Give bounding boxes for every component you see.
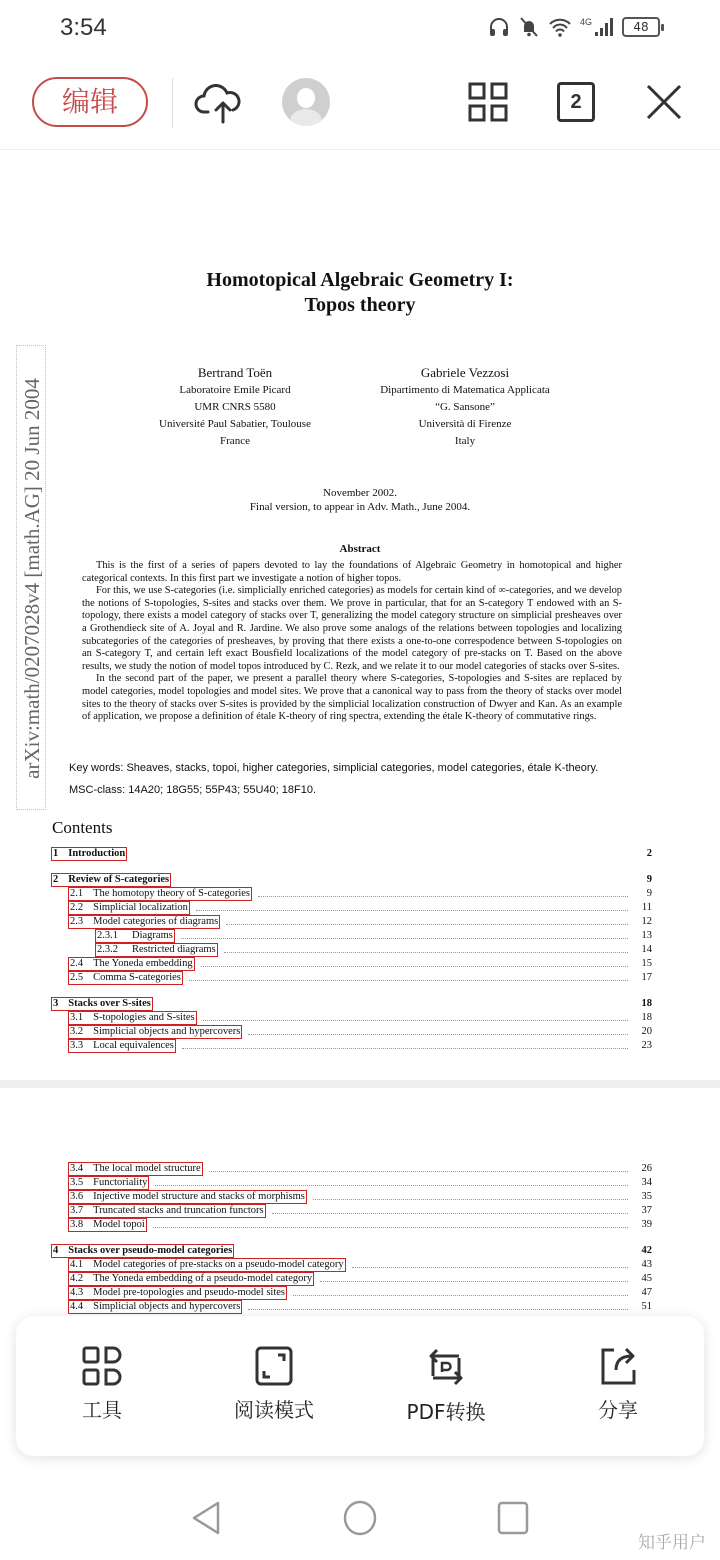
toc-page-number: 2: [646, 848, 652, 859]
home-icon: [343, 1500, 377, 1536]
recents-button[interactable]: [497, 1500, 529, 1540]
toc-link[interactable]: [68, 1258, 346, 1272]
toc-link[interactable]: [51, 873, 171, 887]
recents-icon: [497, 1500, 529, 1536]
signal-strength-icon: [594, 17, 614, 37]
affiliation-line: Italy: [454, 435, 476, 447]
reading-mode-icon: [254, 1346, 294, 1386]
pdf-convert-button[interactable]: [386, 1346, 506, 1425]
toc-link[interactable]: [68, 1176, 149, 1190]
toc-link[interactable]: [68, 957, 195, 971]
paper-title: [0, 268, 720, 318]
toc-number: 2.3.2: [97, 944, 118, 955]
toc-link[interactable]: [95, 943, 218, 957]
toc-title: Model pre-topologies and pseudo-model sites: [93, 1287, 286, 1298]
toc-number: 4.1: [70, 1259, 84, 1270]
date: November 2002.: [323, 487, 397, 499]
toc-number: 2.2: [70, 902, 84, 913]
final-version-note: Final version, to appear in Adv. Math., June 2004.: [249, 501, 471, 513]
toc-link[interactable]: [68, 1300, 242, 1314]
status-bar: [0, 0, 720, 56]
affiliation-line: “G. Sansone”: [435, 401, 495, 413]
toc-title: Truncated stacks and truncation functors: [93, 1205, 264, 1216]
toc-title: The homotopy theory of S-categories: [93, 888, 250, 899]
toc-link[interactable]: [68, 1011, 197, 1025]
toc-page-number: 34: [641, 1177, 652, 1188]
toc-number: 4.4: [70, 1301, 84, 1312]
page-separator: [0, 1080, 720, 1088]
affiliation-line: Università di Firenze: [418, 418, 512, 430]
toc-link[interactable]: [95, 929, 175, 943]
toc-link[interactable]: [68, 1025, 242, 1039]
toc-number: 3.2: [70, 1026, 84, 1037]
toc-page-number: 23: [641, 1040, 652, 1051]
toc-leader-dots: [153, 1218, 628, 1228]
toc-leader-dots: [182, 1039, 628, 1049]
watermark: 知乎用户: [638, 1533, 706, 1553]
system-nav-bar: [0, 1470, 720, 1560]
toc-number: 3.5: [70, 1177, 84, 1188]
toc-row: [0, 1025, 720, 1039]
edit-button[interactable]: 编辑: [32, 77, 148, 127]
toc-number: 4.3: [70, 1287, 84, 1298]
pdf-convert-icon: [425, 1346, 467, 1388]
back-icon: [190, 1500, 222, 1536]
toc-title: Local equivalences: [93, 1040, 174, 1051]
toc-number: 3.6: [70, 1191, 84, 1202]
toc-page-number: 47: [641, 1287, 652, 1298]
toc-title: S-topologies and S-sites: [93, 1012, 195, 1023]
grid-icon: [468, 82, 508, 122]
toc-title: The Yoneda embedding: [93, 958, 193, 969]
toc-leader-dots: [155, 1176, 628, 1186]
action-sheet: [16, 1316, 704, 1456]
toc-page-number: 13: [641, 930, 652, 941]
toc-title: Simplicial objects and hypercovers: [93, 1026, 241, 1037]
toc-number: 3.4: [70, 1163, 84, 1174]
toc-leader-dots: [248, 1300, 628, 1310]
home-button[interactable]: [343, 1500, 377, 1540]
close-icon: [644, 82, 684, 122]
abstract-paragraph: For this, we use S-categories (i.e. simplicially enriched categories) as models for certain kind of ∞-categories, and we develop the notions of S-topologies, S-sites and stacks over them. We prove in particular, that for an S-category T endowed with an S-topology, there exists a model category of stacks over T, generalizing the model category structure on simplicial presheaves over a Grothendieck site of A. Joyal and R. Jardine. We also prove some analogs of the relations between topologies and localizing subcategories of the categories of presheaves, by proving that there exists a one-to-one correspodence between S-topologies on an S-category T, and certain left exact Bousfield localizations of the model category of pre-stacks on T. Based on the above results, we study the notion of model topos introduced by C. Rezk, and we relate it to our model categories of stacks over S-sites.: [82, 585, 622, 672]
keywords: Key words: Sheaves, stacks, topoi, higher categories, simplicial categories, model categories, étale K-theory.: [69, 762, 599, 774]
cloud-upload-button[interactable]: [194, 80, 242, 124]
toc-title: Restricted diagrams: [132, 944, 216, 955]
toc-row: [0, 1258, 720, 1272]
author-name: Gabriele Vezzosi: [420, 365, 510, 380]
toc-page-number: 15: [641, 958, 652, 969]
toc-page-number: 9: [646, 888, 652, 899]
tools-label: 工具: [82, 1398, 122, 1422]
toc-row: [0, 1204, 720, 1218]
mute-bell-icon: [518, 16, 540, 38]
share-button[interactable]: [558, 1346, 678, 1423]
author-2: [360, 363, 570, 450]
toc-link[interactable]: [68, 1162, 203, 1176]
title-line-2: Topos theory: [304, 294, 416, 316]
toc-title: The local model structure: [93, 1163, 201, 1174]
toc-row: [0, 1162, 720, 1176]
toc-title: Model topoi: [93, 1219, 145, 1230]
toc-page-number: 11: [641, 902, 652, 913]
authors-block: [150, 363, 570, 450]
toc-row: [0, 929, 720, 943]
author-name: Bertrand Toën: [197, 365, 273, 380]
toc-leader-dots: [209, 1162, 628, 1172]
toc-leader-dots: [248, 1025, 628, 1035]
toc-row: [0, 957, 720, 971]
page-count-button[interactable]: 2: [557, 82, 595, 122]
toc-page-number: 9: [646, 874, 652, 885]
abstract-heading: Abstract: [339, 543, 381, 555]
toc-page-number: 17: [641, 972, 652, 983]
toc-row: [0, 971, 720, 985]
toc-title: Diagrams: [132, 930, 173, 941]
toc-number: 2: [53, 874, 59, 885]
tools-button[interactable]: [42, 1346, 162, 1423]
toc-row: [0, 847, 720, 861]
toc-leader-dots: [352, 1258, 628, 1268]
toc-title: Comma S-categories: [93, 972, 181, 983]
cloud-upload-icon: [194, 80, 242, 124]
abstract-paragraph: This is the first of a series of papers devoted to lay the foundations of Algebraic Geometry in homotopical and higher categorical contexts. In this first part we investigate a notion of higher topos.: [82, 560, 622, 584]
toc-leader-dots: [313, 1190, 628, 1200]
pdf-convert-label: PDF转换: [406, 1400, 486, 1424]
toc-link[interactable]: [51, 1244, 234, 1258]
affiliation-line: Dipartimento di Matematica Applicata: [380, 384, 550, 396]
reading-mode-button[interactable]: [214, 1346, 334, 1423]
toc-title: Review of S-categories: [68, 874, 170, 885]
status-time: 3:54: [60, 14, 107, 41]
title-line-1: Homotopical Algebraic Geometry I:: [206, 269, 514, 291]
toc-page-number: 18: [641, 1012, 652, 1023]
toc-number: 3.1: [70, 1012, 84, 1023]
toc-leader-dots: [203, 1011, 628, 1021]
toc-number: 2.5: [70, 972, 84, 983]
toc-link[interactable]: [68, 887, 252, 901]
toc-page-number: 20: [641, 1026, 652, 1037]
toc-row: [0, 1190, 720, 1204]
toc-title: Simplicial objects and hypercovers: [93, 1301, 241, 1312]
toc-link[interactable]: [68, 1272, 314, 1286]
toc-row: [0, 1300, 720, 1314]
toc-row: [0, 901, 720, 915]
toc-leader-dots: [293, 1286, 628, 1296]
toc-link[interactable]: [68, 901, 190, 915]
toc-row: [0, 1272, 720, 1286]
toc-leader-dots: [258, 887, 628, 897]
toolbar-divider: [172, 78, 173, 128]
avatar-head: [297, 88, 315, 108]
toc-page-number: 26: [641, 1163, 652, 1174]
toc-row: [0, 1286, 720, 1300]
affiliation-line: Laboratoire Emile Picard: [179, 384, 291, 396]
battery-indicator: 48: [622, 17, 660, 37]
toc-link[interactable]: [68, 1039, 176, 1053]
toc-title: Stacks over pseudo-model categories: [68, 1245, 233, 1256]
toc-number: 4: [53, 1245, 59, 1256]
affiliation-line: Université Paul Sabatier, Toulouse: [159, 418, 311, 430]
toc-page-number: 43: [641, 1259, 652, 1270]
toc-link[interactable]: [68, 1190, 307, 1204]
toc-page-number: 39: [641, 1219, 652, 1230]
toc-leader-dots: [181, 929, 628, 939]
toc-title: Stacks over S-sites: [68, 998, 151, 1009]
toc-link[interactable]: [68, 915, 220, 929]
toc-number: 2.3: [70, 916, 84, 927]
abstract-body: [82, 560, 622, 724]
toc-title: Model categories of pre-stacks on a pseudo-model category: [93, 1259, 344, 1270]
toc-number: 3.3: [70, 1040, 84, 1051]
toc-title: Simplicial localization: [93, 902, 188, 913]
toc-number: 3: [53, 998, 59, 1009]
affiliation-line: France: [220, 435, 250, 447]
toc-number: 4.2: [70, 1273, 84, 1284]
toc-page-number: 37: [641, 1205, 652, 1216]
arxiv-stamp-text: arXiv:math/0207028v4 [math.AG] 20 Jun 2004: [20, 378, 44, 779]
toc-leader-dots: [224, 943, 628, 953]
avatar-body: [290, 109, 322, 126]
pdf-page-2[interactable]: [0, 1088, 720, 1318]
abstract-paragraph: In the second part of the paper, we present a parallel theory where S-categories, S-topologies and S-sites are replaced by model categories, model topologies and model sites. We prove that a canonical way to pass from the theory of stacks over model sites to the theory of stacks over S-sites is provided by the simplicial localization construction of Dwyer and Kan. As an example of application, we propose a definition of étale K-theory of ring spectra, extending the étale K-theory of commutative rings.: [82, 673, 622, 723]
toc-link[interactable]: [51, 847, 127, 861]
toc-number: 2.3.1: [97, 930, 118, 941]
toc-page-number: 45: [641, 1273, 652, 1284]
pdf-page-1[interactable]: [0, 150, 720, 1080]
user-avatar[interactable]: [282, 78, 330, 126]
tools-grid-icon: [82, 1346, 122, 1386]
toc-leader-dots: [320, 1272, 628, 1282]
toc-row: [0, 1218, 720, 1232]
network-type: 4G: [579, 17, 592, 27]
toc-page-number: 42: [641, 1245, 652, 1256]
toc-number: 1: [53, 848, 59, 859]
toc-link[interactable]: [51, 997, 153, 1011]
back-button[interactable]: [190, 1500, 222, 1540]
wifi-icon: [548, 16, 572, 38]
toc-leader-dots: [272, 1204, 628, 1214]
toc-row: [0, 997, 720, 1011]
toc-title: Injective model structure and stacks of morphisms: [93, 1191, 305, 1202]
toc-page-number: 51: [641, 1301, 652, 1312]
toc-number: 2.4: [70, 958, 84, 969]
share-label: 分享: [598, 1398, 638, 1422]
toc-leader-dots: [196, 901, 628, 911]
share-icon: [598, 1346, 638, 1386]
reading-mode-label: 阅读模式: [234, 1398, 314, 1422]
toc-row: [0, 1039, 720, 1053]
toc-row: [0, 1176, 720, 1190]
toc-page-number: 18: [641, 998, 652, 1009]
toc-page-number: 12: [641, 916, 652, 927]
grid-view-button[interactable]: [468, 82, 508, 122]
toc-title: Introduction: [68, 848, 126, 859]
toc-row: [0, 887, 720, 901]
toc-title: Model categories of diagrams: [93, 916, 219, 927]
affiliation-line: UMR CNRS 5580: [194, 401, 276, 413]
toc-link[interactable]: [68, 971, 183, 985]
paper-dates: [0, 486, 720, 514]
toc-number: 2.1: [70, 888, 84, 899]
toc-link[interactable]: [68, 1218, 147, 1232]
close-button[interactable]: [644, 82, 684, 122]
toc-row: [0, 943, 720, 957]
toc-page-number: 35: [641, 1191, 652, 1202]
toc-row: [0, 873, 720, 887]
toc-link[interactable]: [68, 1286, 287, 1300]
contents-heading: Contents: [52, 818, 113, 837]
toc-link[interactable]: [68, 1204, 266, 1218]
top-toolbar: [0, 56, 720, 150]
toc-page-number: 14: [641, 944, 652, 955]
status-icons: [488, 16, 660, 38]
author-1: [150, 363, 320, 450]
toc-number: 3.8: [70, 1219, 84, 1230]
arxiv-stamp[interactable]: [16, 345, 46, 810]
toc-title: The Yoneda embedding of a pseudo-model category: [93, 1273, 313, 1284]
toc-number: 3.7: [70, 1205, 84, 1216]
toc-title: Functoriality: [93, 1177, 148, 1188]
toc-row: [0, 1244, 720, 1258]
toc-row: [0, 915, 720, 929]
headphones-icon: [488, 16, 510, 38]
msc-class: MSC-class: 14A20; 18G55; 55P43; 55U40; 18F10.: [69, 784, 317, 796]
toc-row: [0, 1011, 720, 1025]
toc-leader-dots: [201, 957, 628, 967]
toc-leader-dots: [226, 915, 628, 925]
toc-leader-dots: [189, 971, 628, 981]
